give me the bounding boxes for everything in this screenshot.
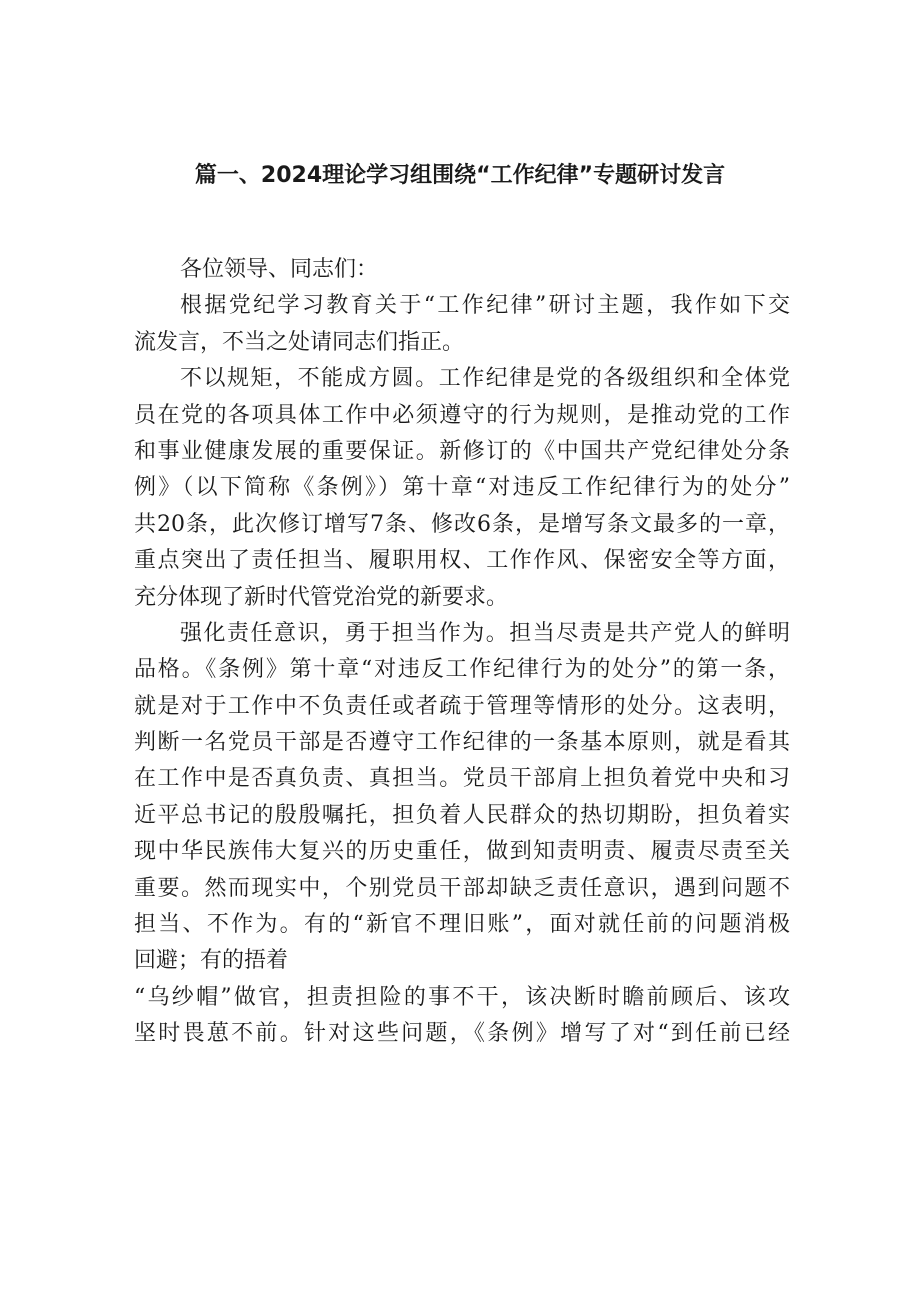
body-line: 在工作中是否真负责、真担当。党员干部肩上担负着党中央和习 [134, 766, 790, 792]
body-line: 现中华民族伟大复兴的历史重任，做到知责明责、履责尽责至关 [134, 839, 790, 865]
body-line: 不以规矩，不能成方圆。工作纪律是党的各级组织和全体党 [180, 366, 790, 392]
body-line: 强化责任意识，勇于担当作为。担当尽责是共产党人的鲜明 [180, 620, 790, 646]
body-line: 例》（以下简称《条例》）第十章“对违反工作纪律行为的处分” [134, 475, 790, 501]
body-line: 判断一名党员干部是否遵守工作纪律的一条基本原则，就是看其 [134, 730, 790, 756]
body-line: 员在党的各项具体工作中必须遵守的行为规则，是推动党的工作 [134, 402, 790, 428]
body-line: 就是对于工作中不负责任或者疏于管理等情形的处分。这表明， [134, 693, 790, 719]
body-line: 坚时畏葸不前。针对这些问题，《条例》增写了对“到任前已经 [134, 1021, 790, 1047]
body-line: 根据党纪学习教育关于“工作纪律”研讨主题，我作如下交 [180, 293, 790, 319]
body-line: 流发言，不当之处请同志们指正。 [134, 329, 465, 355]
body-line: 重点突出了责任担当、履职用权、工作作风、保密安全等方面， [134, 548, 790, 574]
body-line: 和事业健康发展的重要保证。新修订的《中国共产党纪律处分条 [134, 438, 790, 464]
body-line: 充分体现了新时代管党治党的新要求。 [134, 584, 509, 610]
body-line: 重要。然而现实中，个别党员干部却缺乏责任意识，遇到问题不 [134, 875, 790, 901]
body-line: 近平总书记的殷殷嘱托，担负着人民群众的热切期盼，担负着实 [134, 802, 790, 828]
body-line: “乌纱帽”做官，担责担险的事不干，该决断时瞻前顾后、该攻 [134, 984, 790, 1010]
body-line: 品格。《条例》第十章“对违反工作纪律行为的处分”的第一条， [134, 657, 790, 683]
body-line: 共20条，此次修订增写7条、修改6条，是增写条文最多的一章， [134, 511, 790, 537]
body-line: 各位领导、同志们： [180, 257, 379, 282]
body-line: 担当、不作为。有的“新官不理旧账”，面对就任前的问题消极 [134, 912, 790, 938]
document-body [134, 252, 790, 1053]
document-title: 篇一、2024理论学习组围绕“工作纪律”专题研讨发言 [194, 163, 726, 188]
body-line: 回避；有的捂着 [134, 948, 289, 974]
